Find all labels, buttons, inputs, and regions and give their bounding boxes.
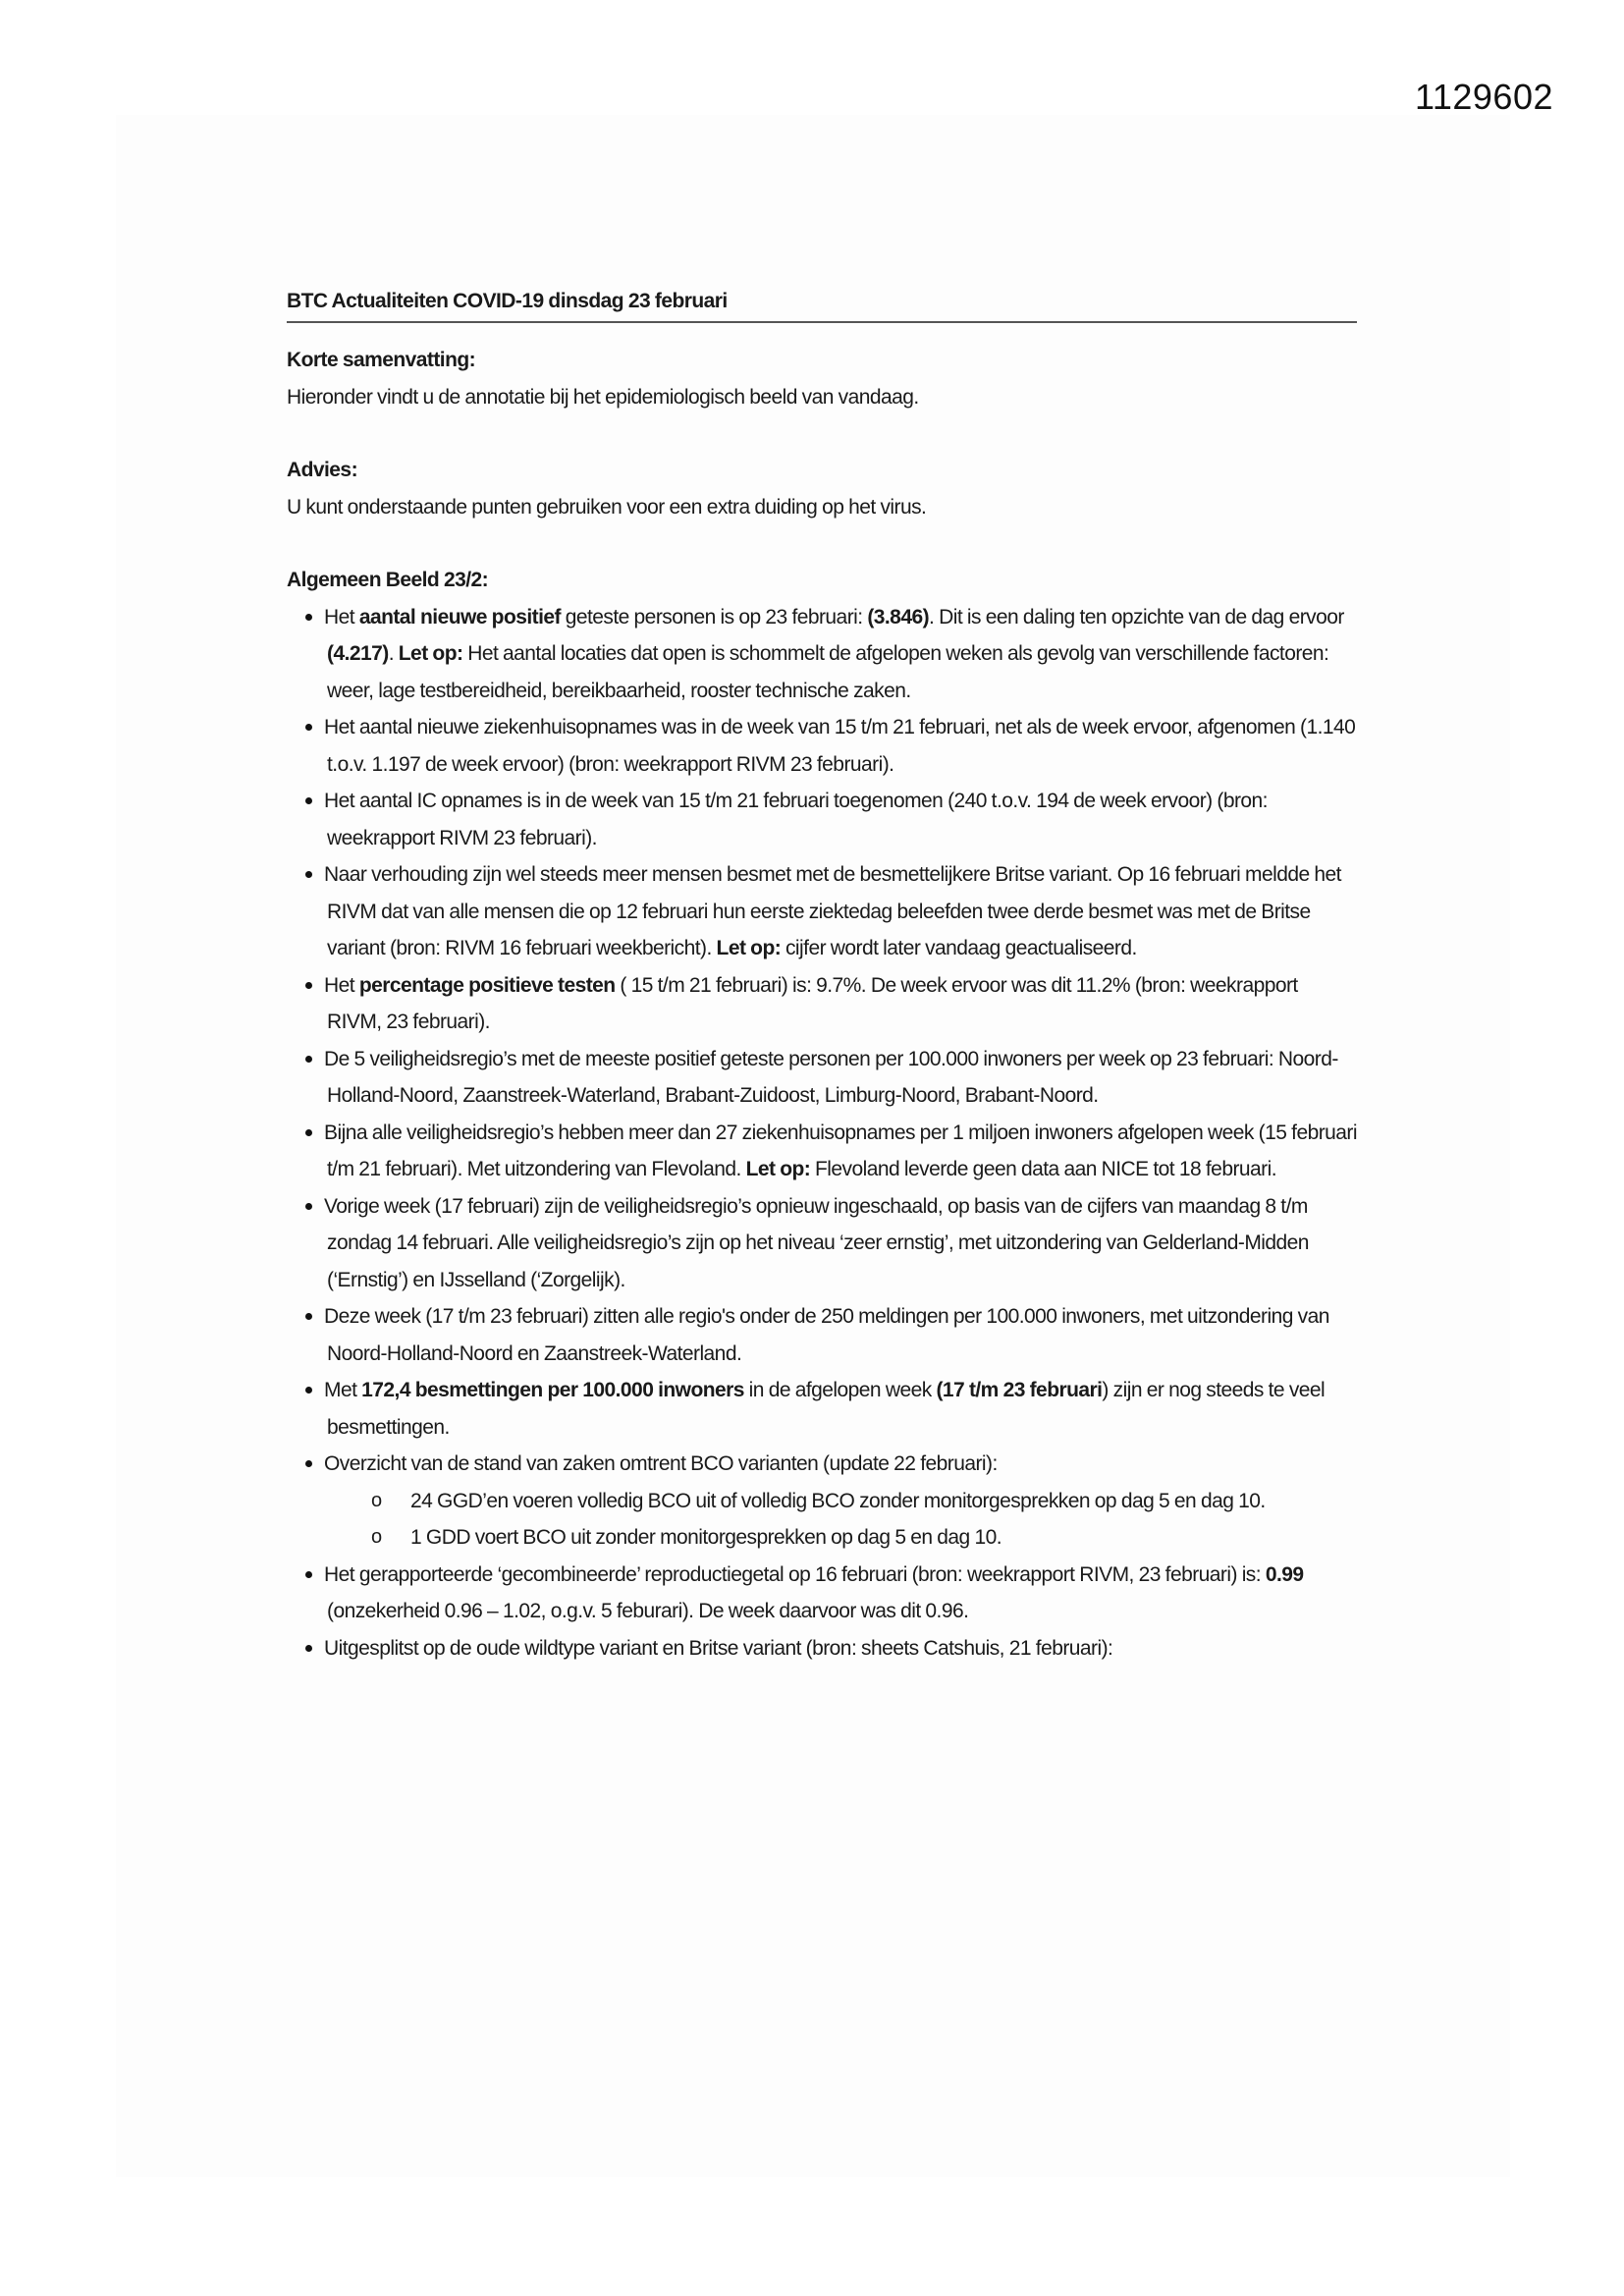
advice-heading: Advies: [287, 459, 358, 481]
bullet-text: Met [324, 1379, 362, 1401]
general-heading: Algemeen Beeld 23/2: [287, 569, 489, 591]
bullet-item [287, 856, 1357, 967]
bullet-item [287, 1115, 1357, 1188]
bullet-item [287, 1446, 1357, 1557]
sub-bullet-item [287, 1483, 1357, 1520]
bullet-text: . Dit is een daling ten opzichte van de dag ervoor [929, 605, 1344, 629]
bullet-text: Het aantal locaties dat open is schommelt de afgelopen weken als gevolg van verschillende factoren: weer, lage testbereidheid, bereikbaarheid, rooster technische zaken. [327, 642, 1329, 702]
bullet-text-bold: Let op: [398, 642, 463, 665]
spacer [287, 525, 1357, 562]
bullet-text: ( 15 t/m 21 februari) is: 9.7%. De week ervoor was dit 11.2% (bron: weekrapport RIVM, 23 februari). [327, 973, 1298, 1033]
circle-bullet-icon: o [371, 1489, 382, 1511]
bullet-text: Het aantal IC opnames is in de week van 15 t/m 21 februari toegenomen (240 t.o.v. 194 de week ervoor) (bron: weekrapport RIVM 23 februari). [324, 790, 1268, 849]
sub-bullet-text: 24 GGD’en voeren volledig BCO uit of volledig BCO zonder monitorgesprekken op dag 5 en dag 10. [410, 1489, 1266, 1512]
bullet-text-bold: Let op: [745, 1158, 811, 1180]
bullet-item [287, 1557, 1357, 1630]
bullet-text: Het gerapporteerde ‘gecombineerde’ reproductiegetal op 16 februari (bron: weekrapport RIVM, 23 februari) is: [324, 1562, 1266, 1586]
bullet-text: De 5 veiligheidsregio’s met de meeste positief geteste personen per 100.000 inwoners per week op 23 februari: Noord-Holland-Noord, Zaanstreek-Waterland, Brabant-Zuidoost, Limburg-Noord, Brabant-Noord. [324, 1047, 1338, 1107]
bullet-text: Vorige week (17 februari) zijn de veiligheidsregio’s opnieuw ingeschaald, op basis van de cijfers van maandag 8 t/m zondag 14 februari. Alle veiligheidsregio’s zijn op het niveau ‘zeer ernstig’, met uitzondering van Gelderland-Midden (‘Ernstig’) en IJsselland (‘Zorgelijk). [324, 1194, 1309, 1291]
bullet-text: Naar verhouding zijn wel steeds meer mensen besmet met de besmettelijkere Britse variant. Op 16 februari meldde het RIVM dat van alle mensen die op 12 februari hun eerste ziektedag beleefden twee derde besmet was met de Britse variant (bron: RIVM 16 februari weekbericht). [324, 863, 1341, 959]
bullet-text-bold: Let op: [716, 937, 782, 959]
bullet-text: Het [324, 973, 359, 997]
document-title: BTC Actualiteiten COVID-19 dinsdag 23 februari [287, 287, 1357, 323]
bullet-text-bold: aantal nieuwe positief [358, 605, 561, 629]
bullet-text-bold: (17 t/m 23 februari [936, 1379, 1103, 1401]
bullet-item [287, 1041, 1357, 1115]
sub-bullet-list [327, 1483, 1357, 1557]
bullet-text-bold: (3.846) [867, 605, 930, 629]
bullet-text: Bijna alle veiligheidsregio’s hebben meer dan 27 ziekenhuisopnames per 1 miljoen inwoners afgelopen week (15 februari t/m 21 februari). Met uitzondering van Flevoland. [324, 1121, 1357, 1180]
spacer [287, 415, 1357, 452]
bullet-text-bold: 0.99 [1265, 1562, 1304, 1586]
bullet-item [287, 599, 1357, 710]
bullet-text-bold: (4.217) [327, 642, 389, 665]
bullet-text: geteste personen is op 23 februari: [560, 605, 868, 629]
bullet-item [287, 783, 1357, 856]
bullet-text-bold: 172,4 besmettingen per 100.000 inwoners [361, 1379, 744, 1401]
summary-text: Hieronder vindt u de annotatie bij het epidemiologisch beeld van vandaag. [287, 385, 919, 409]
bullet-text: . [388, 642, 399, 665]
bullet-text: cijfer wordt later vandaag geactualiseerd. [781, 937, 1137, 959]
sub-bullet-text: 1 GDD voert BCO uit zonder monitorgesprekken op dag 5 en dag 10. [410, 1526, 1001, 1549]
bullet-text: Deze week (17 t/m 23 februari) zitten alle regio's onder de 250 meldingen per 100.000 inwoners, met uitzondering van Noord-Holland-Noord en Zaanstreek-Waterland. [324, 1305, 1329, 1365]
bullet-text: Flevoland leverde geen data aan NICE tot 18 februari. [810, 1158, 1276, 1180]
bullet-item [287, 967, 1357, 1041]
bullet-text: Uitgesplitst op de oude wildtype variant en Britse variant (bron: sheets Catshuis, 21 februari): [324, 1636, 1113, 1660]
bullet-text: in de afgelopen week [743, 1379, 937, 1401]
bullet-item [287, 709, 1357, 783]
circle-bullet-icon: o [371, 1526, 382, 1548]
bullet-text: Het [324, 605, 359, 629]
bullet-text: (onzekerheid 0.96 – 1.02, o.g.v. 5 feburari). De week daarvoor was dit 0.96. [327, 1600, 969, 1622]
bullet-text: ) zijn er nog steeds te veel besmettingen. [327, 1379, 1326, 1439]
document-id: 1129602 [1415, 77, 1553, 117]
bullet-text-bold: percentage positieve testen [358, 973, 616, 997]
bullet-item [287, 1188, 1357, 1299]
summary-heading: Korte samenvatting: [287, 349, 476, 371]
bullet-item [287, 1372, 1357, 1446]
sub-bullet-item [287, 1519, 1357, 1557]
document-body [287, 287, 1357, 1667]
bullet-item [287, 1630, 1357, 1667]
bullet-item [287, 1298, 1357, 1372]
general-bullet-list [287, 599, 1357, 1667]
advice-text: U kunt onderstaande punten gebruiken voor een extra duiding op het virus. [287, 495, 927, 519]
bullet-text: Overzicht van de stand van zaken omtrent BCO varianten (update 22 februari): [324, 1452, 998, 1475]
bullet-text: Het aantal nieuwe ziekenhuisopnames was in de week van 15 t/m 21 februari, net als de week ervoor, afgenomen (1.140 t.o.v. 1.197 de week ervoor) (bron: weekrapport RIVM 23 februari). [324, 716, 1356, 776]
